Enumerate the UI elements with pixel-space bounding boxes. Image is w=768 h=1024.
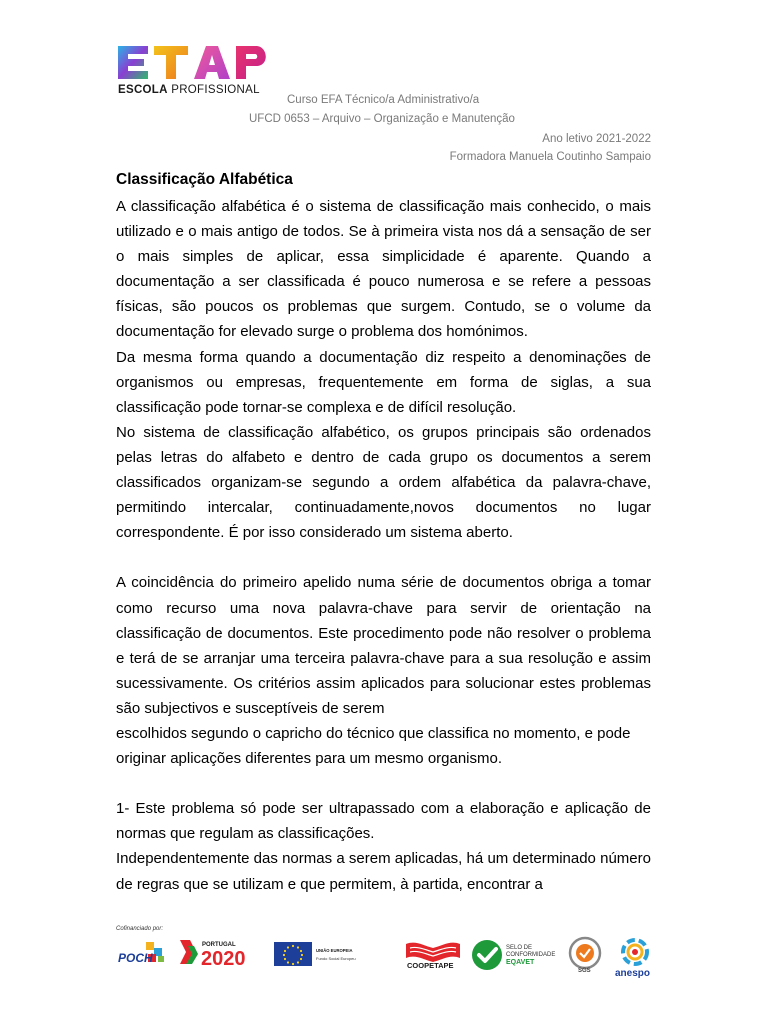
- anespo-logo: [614, 936, 656, 986]
- eu-text-1: UNIÃO EUROPEIA: [316, 948, 353, 953]
- paragraph-5: 1- Este problema só pode ser ultrapassado com a elaboração e aplicação de normas que regulam as classificações.: [116, 800, 651, 843]
- portugal-2020-logo: [178, 936, 266, 968]
- trainer-name: Formadora Manuela Coutinho Sampaio: [449, 151, 651, 163]
- 2020-text: 2020: [201, 948, 246, 968]
- paragraph-4: [116, 570, 651, 771]
- poch-text: POCH: [118, 951, 153, 965]
- paragraph-3: No sistema de classificação alfabético, os grupos principais são ordenados pelas letras do alfabeto e dentro de cada grupo os documentos a serem classificados organizam-se segundo a ordem alfabética da palavra-chave, permitindo intercalar, continuadamente,novos documentos no lugar correspondente. É por isso considerado um sistema aberto.: [116, 423, 651, 542]
- paragraph-1: A classificação alfabética é o sistema de classificação mais conhecido, o mais utilizado e o mais antigo de todos. Se à primeira vista nos dá a sensação de ser o mais simples de aplicar, essa simplicidade é aparente. Quando a documentação a ser classificada é pouco numerosa e se refere a pessoas físicas, são poucos os problemas que surgem. Contudo, se o volume da documentação for elevado surge o problema dos homónimos.: [116, 198, 651, 341]
- anespo-text: anespo: [615, 968, 651, 979]
- ufcd-title: UFCD 0653 – Arquivo – Organização e Manutenção: [249, 113, 515, 125]
- portugal-text: PORTUGAL: [202, 942, 236, 948]
- footer-logos: [114, 926, 656, 986]
- logo-subtitle: ESCOLA PROFISSIONAL: [118, 84, 260, 96]
- course-name: Curso EFA Técnico/a Administrativo/a: [287, 94, 480, 106]
- document-body: [116, 194, 651, 897]
- selo-text-2: CONFORMIDADE: [506, 952, 556, 958]
- document-title: Classificação Alfabética: [116, 171, 293, 188]
- eqavet-text: EQAVET: [506, 959, 535, 966]
- school-year: Ano letivo 2021-2022: [542, 133, 651, 145]
- financed-by-label: Cofinanciado por:: [116, 926, 164, 932]
- paragraph-2: Da mesma forma quando a documentação diz respeito a denominações de organismos ou empresas, frequentemente em forma de siglas, a sua classificação pode tornar-se complexa e de difícil resolução.: [116, 348, 651, 416]
- paragraph-6: Independentemente das normas a serem aplicadas, há um determinado número de regras que se utilizam e que permitem, à partida, encontrar a: [116, 850, 651, 893]
- eu-text-2: Fundo Social Europeu: [316, 956, 356, 961]
- paragraph-4-part-1: A coincidência do primeiro apelido numa série de documentos obriga a tomar como recurso uma nova palavra-chave para servir de orientação na classificação de documentos. Este procedimento pode não resolver o problema e terá de se arranjar uma terceira palavra-chave para a sua resolução e assim sucessivamente. Os critérios assim aplicados para solucionar estes problemas são subjectivos e susceptíveis de serem: [116, 574, 651, 717]
- selo-text-1: SELO DE: [506, 945, 533, 951]
- sgs-certification-logo: [566, 936, 604, 974]
- coopetape-text: COOPETAPE: [407, 961, 454, 970]
- paragraph-4-part-2: escolhidos segundo o capricho do técnico que classifica no momento, e pode originar aplicações diferentes para um mesmo organismo.: [116, 724, 631, 768]
- sgs-text: SGS: [578, 968, 591, 974]
- coopetape-logo: [402, 940, 464, 970]
- poch-logo: [116, 940, 168, 968]
- eu-flag-logo: [274, 940, 360, 968]
- eqavet-seal-logo: [470, 938, 560, 972]
